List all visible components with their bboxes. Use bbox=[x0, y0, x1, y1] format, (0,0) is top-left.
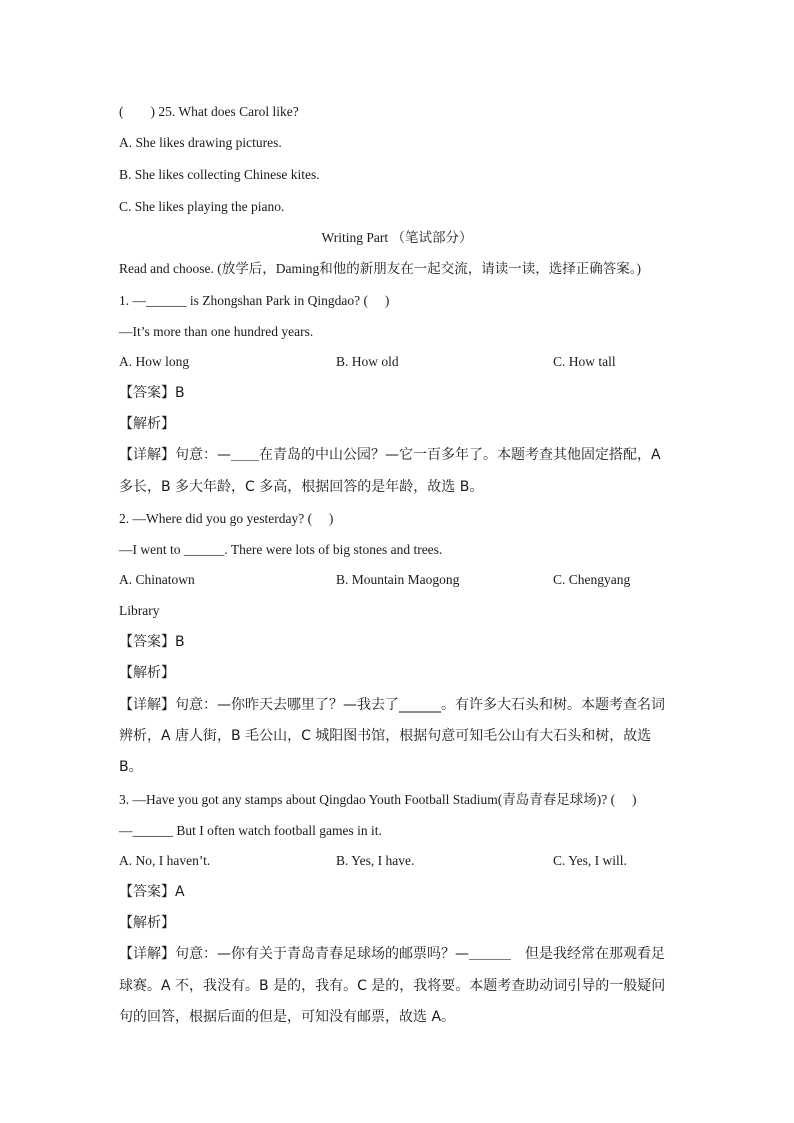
q1-detail-line: 【详解】句意：—＿＿在青岛的中山公园？—它一百多年了。本题考查其他固定搭配，A bbox=[119, 447, 661, 463]
q2-reply: —I went to ______. There were lots of big stones and trees. bbox=[119, 542, 443, 557]
q3-detail-line: 球赛。A 不，我没有。B 是的，我有。C 是的，我将要。本题考查助动词引导的一般疑问 bbox=[119, 978, 666, 994]
q3-detail-line: 【详解】句意：—你有关于青岛青春足球场的邮票吗？—＿＿＿ 但是我经常在那观看足 bbox=[119, 946, 665, 962]
q25-option-b: B. She likes collecting Chinese kites. bbox=[119, 167, 320, 182]
q3-reply: —______ But I often watch football games in it. bbox=[119, 823, 382, 838]
q25-option-c: C. She likes playing the piano. bbox=[119, 199, 285, 214]
q3-question: 3. —Have you got any stamps about Qingdao Youth Football Stadium(青岛青春足球场)? ( ) bbox=[119, 792, 637, 807]
q2-option-c-continued: Library bbox=[119, 603, 160, 618]
q25-option-a: A. She likes drawing pictures. bbox=[119, 135, 282, 150]
q2-answer: 【答案】B bbox=[119, 634, 185, 650]
q1-option-c: C. How tall bbox=[553, 354, 616, 369]
q1-reply: —It’s more than one hundred years. bbox=[119, 324, 314, 339]
q3-option-a: A. No, I haven’t. bbox=[119, 853, 211, 868]
instruction-text: Read and choose. (放学后，Daming和他的新朋友在一起交流，请读一读，选择正确答案。) bbox=[119, 261, 641, 276]
q3-answer: 【答案】A bbox=[119, 884, 185, 900]
q3-detail-line: 句的回答，根据后面的但是，可知没有邮票，故选 A。 bbox=[119, 1009, 456, 1025]
q1-analysis-label: 【解析】 bbox=[119, 416, 175, 432]
q1-answer: 【答案】B bbox=[119, 385, 185, 401]
q1-detail-line: 多长，B 多大年龄，C 多高，根据回答的是年龄，故选 B。 bbox=[119, 479, 484, 495]
q2-question: 2. —Where did you go yesterday? ( ) bbox=[119, 511, 334, 526]
q2-analysis-label: 【解析】 bbox=[119, 665, 175, 681]
q25-question: ( ) 25. What does Carol like? bbox=[119, 104, 299, 119]
q3-option-c: C. Yes, I will. bbox=[553, 853, 627, 868]
q1-option-a: A. How long bbox=[119, 354, 190, 369]
q3-analysis-label: 【解析】 bbox=[119, 915, 175, 931]
q1-option-b: B. How old bbox=[336, 354, 399, 369]
q2-option-a: A. Chinatown bbox=[119, 572, 195, 587]
q2-option-c: C. Chengyang bbox=[553, 572, 631, 587]
q2-detail-line: 辨析，A 唐人街，B 毛公山，C 城阳图书馆，根据句意可知毛公山有大石头和树，故选 bbox=[119, 728, 652, 744]
q2-detail-line: B。 bbox=[119, 759, 143, 775]
writing-part-title: Writing Part （笔试部分） bbox=[321, 230, 473, 245]
q2-detail-line: 【详解】句意：—你昨天去哪里了？—我去了______。有许多大石头和树。本题考查名词 bbox=[119, 697, 665, 713]
q1-question: 1. —______ is Zhongshan Park in Qingdao? ( ) bbox=[119, 293, 390, 308]
q3-option-b: B. Yes, I have. bbox=[336, 853, 415, 868]
q2-option-b: B. Mountain Maogong bbox=[336, 572, 460, 587]
